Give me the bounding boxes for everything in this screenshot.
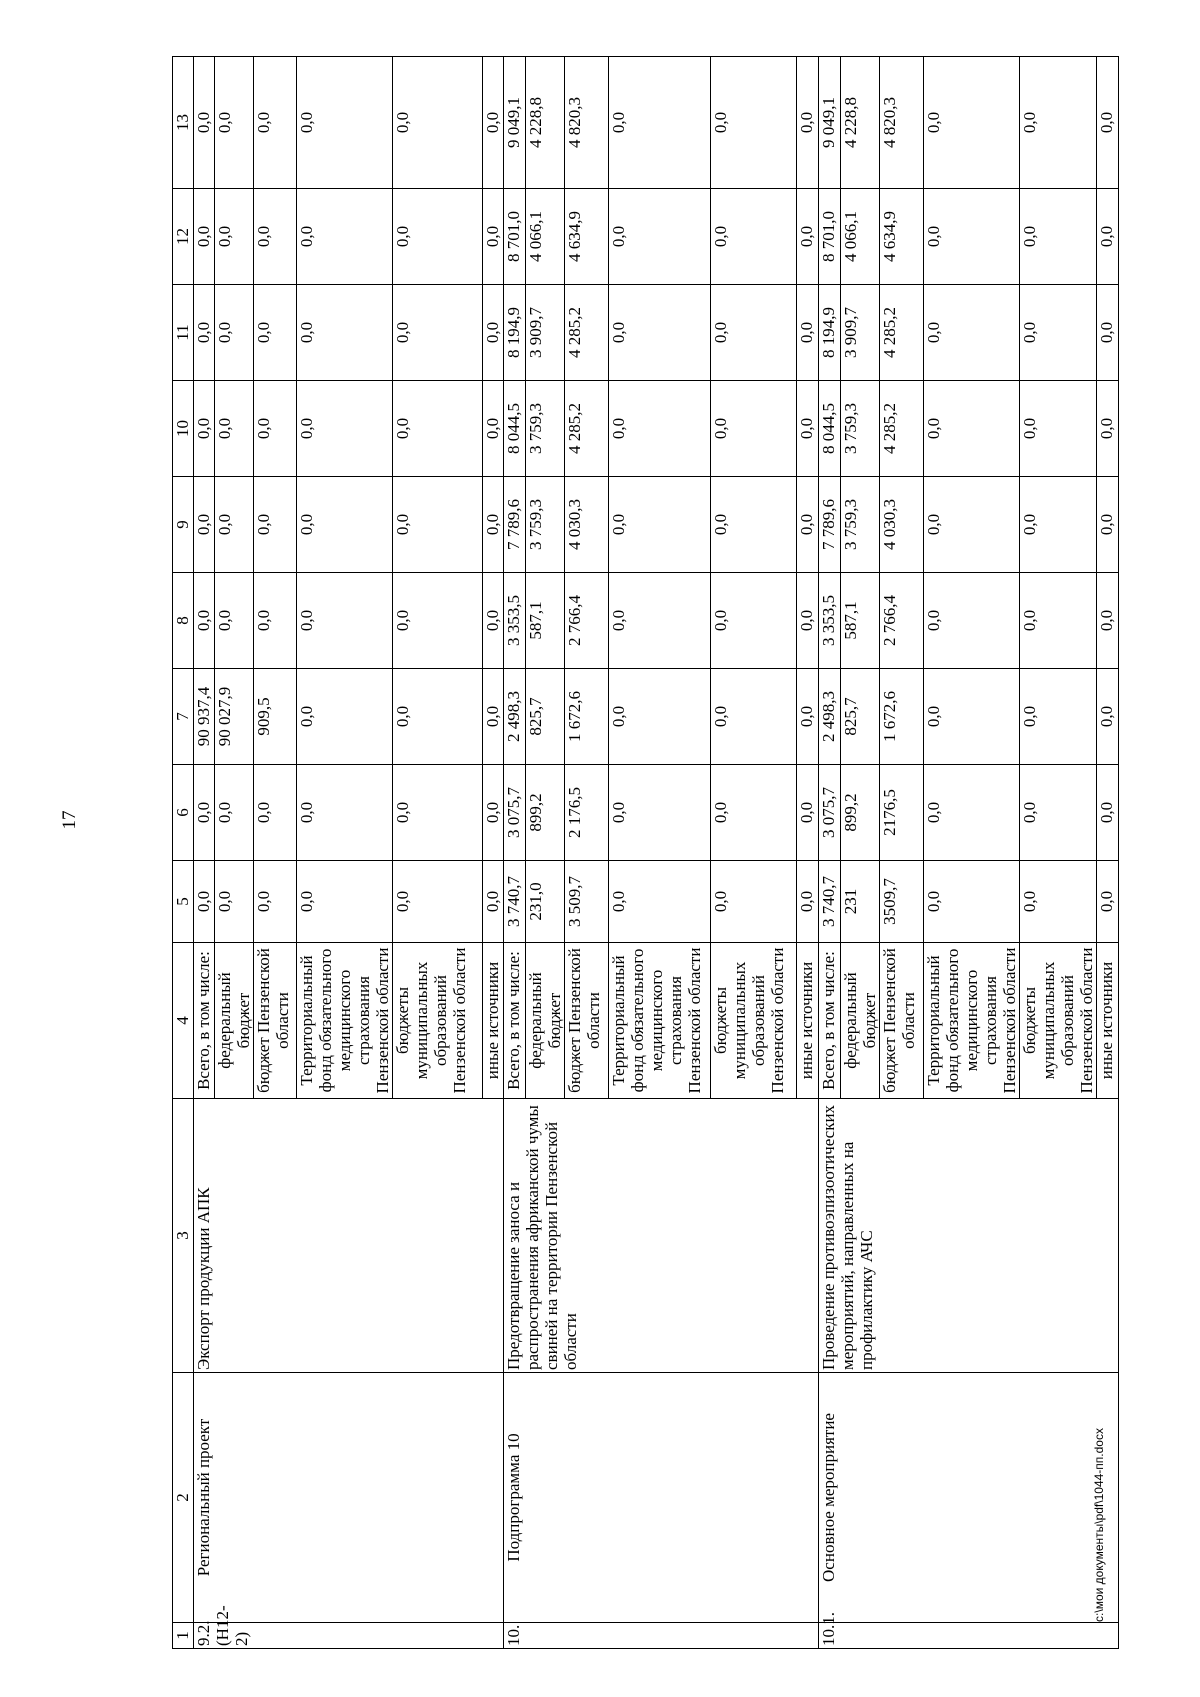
funding-value: 0,0 (483, 57, 504, 189)
funding-value: 8 194,9 (504, 285, 526, 381)
funding-value: 0,0 (1020, 669, 1097, 765)
funding-value: 0,0 (393, 669, 483, 765)
funding-value: 0,0 (1020, 57, 1097, 189)
funding-value: 8 701,0 (504, 189, 526, 285)
funding-value: 0,0 (711, 285, 797, 381)
funding-value: 9 049,1 (819, 57, 841, 189)
funding-value: 0,0 (711, 477, 797, 573)
funding-value: 0,0 (483, 477, 504, 573)
funding-value: 0,0 (711, 861, 797, 943)
activity-type: Основное мероприятие (819, 1373, 1119, 1623)
funding-value: 825,7 (526, 669, 565, 765)
funding-value: 3 759,3 (526, 477, 565, 573)
funding-value: 899,2 (526, 765, 565, 861)
funding-value: 0,0 (711, 669, 797, 765)
funding-value: 0,0 (393, 189, 483, 285)
funding-value: 0,0 (1097, 573, 1119, 669)
funding-value: 0,0 (393, 285, 483, 381)
row-number: 9.2. (Н12-2) (194, 1623, 504, 1649)
funding-source: бюджет Пензенской области (565, 943, 609, 1099)
funding-value: 0,0 (609, 477, 711, 573)
funding-source: Всего, в том числе: (504, 943, 526, 1099)
column-header: 2 (173, 1373, 194, 1623)
funding-value: 0,0 (254, 573, 297, 669)
funding-value: 0,0 (254, 189, 297, 285)
funding-value: 0,0 (215, 381, 254, 477)
column-header: 9 (173, 477, 194, 573)
funding-value: 0,0 (1097, 189, 1119, 285)
funding-source: федеральный бюджет (841, 943, 880, 1099)
funding-value: 4 228,8 (526, 57, 565, 189)
column-header: 7 (173, 669, 194, 765)
funding-value: 825,7 (841, 669, 880, 765)
funding-value: 0,0 (924, 477, 1020, 573)
funding-value: 587,1 (526, 573, 565, 669)
funding-value: 0,0 (215, 573, 254, 669)
funding-source: Всего, в том числе: (194, 943, 215, 1099)
funding-value: 0,0 (254, 381, 297, 477)
funding-value: 0,0 (924, 573, 1020, 669)
funding-value: 0,0 (483, 381, 504, 477)
funding-value: 0,0 (297, 285, 393, 381)
funding-value: 3 353,5 (819, 573, 841, 669)
funding-value: 0,0 (924, 381, 1020, 477)
funding-value: 231,0 (526, 861, 565, 943)
funding-value: 2176,5 (880, 765, 924, 861)
funding-value: 2 766,4 (880, 573, 924, 669)
funding-value: 3509,7 (880, 861, 924, 943)
funding-value: 2 176,5 (565, 765, 609, 861)
funding-value: 0,0 (393, 57, 483, 189)
funding-value: 3 075,7 (819, 765, 841, 861)
column-header: 11 (173, 285, 194, 381)
funding-value: 0,0 (711, 381, 797, 477)
funding-value: 0,0 (711, 57, 797, 189)
file-path-footer: c:\мои документы\pdf\1044-пп.docx (1092, 1428, 1106, 1622)
table-row (194, 57, 215, 1649)
funding-source: иные источники (797, 943, 819, 1099)
column-header: 12 (173, 189, 194, 285)
funding-value: 0,0 (797, 669, 819, 765)
funding-value: 3 759,3 (526, 381, 565, 477)
activity-name: Экспорт продукции АПК (194, 1099, 504, 1373)
funding-source: бюджет Пензенской области (880, 943, 924, 1099)
funding-value: 0,0 (924, 861, 1020, 943)
funding-source: федеральный бюджет (526, 943, 565, 1099)
funding-value: 0,0 (1097, 285, 1119, 381)
funding-value: 0,0 (797, 573, 819, 669)
funding-source: иные источники (1097, 943, 1119, 1099)
funding-value: 0,0 (297, 669, 393, 765)
funding-value: 0,0 (483, 861, 504, 943)
funding-value: 587,1 (841, 573, 880, 669)
funding-value: 0,0 (711, 573, 797, 669)
funding-value: 0,0 (797, 57, 819, 189)
funding-value: 0,0 (194, 573, 215, 669)
page-number: 17 (59, 810, 80, 830)
funding-value: 3 075,7 (504, 765, 526, 861)
row-number: 10. (504, 1623, 819, 1649)
funding-value: 0,0 (1097, 669, 1119, 765)
column-header: 6 (173, 765, 194, 861)
funding-value: 0,0 (297, 573, 393, 669)
funding-value: 0,0 (483, 573, 504, 669)
funding-value: 0,0 (393, 381, 483, 477)
funding-value: 0,0 (254, 57, 297, 189)
budget-table (172, 56, 1119, 1649)
funding-value: 4 030,3 (565, 477, 609, 573)
funding-source: Территориальный фонд обязательного медицинского страхования Пензенской области (609, 943, 711, 1099)
funding-source: Всего, в том числе: (819, 943, 841, 1099)
funding-value: 0,0 (483, 669, 504, 765)
funding-value: 0,0 (924, 57, 1020, 189)
funding-value: 1 672,6 (565, 669, 609, 765)
funding-value: 0,0 (924, 285, 1020, 381)
column-header: 5 (173, 861, 194, 943)
funding-value: 0,0 (254, 765, 297, 861)
funding-value: 0,0 (609, 285, 711, 381)
funding-value: 7 789,6 (504, 477, 526, 573)
funding-value: 0,0 (297, 861, 393, 943)
funding-value: 3 759,3 (841, 381, 880, 477)
funding-value: 0,0 (924, 765, 1020, 861)
funding-value: 3 909,7 (526, 285, 565, 381)
funding-value: 4 228,8 (841, 57, 880, 189)
funding-value: 3 509,7 (565, 861, 609, 943)
funding-value: 3 909,7 (841, 285, 880, 381)
funding-value: 0,0 (797, 381, 819, 477)
funding-value: 0,0 (609, 669, 711, 765)
funding-value: 0,0 (609, 189, 711, 285)
funding-source: бюджеты муниципальных образований Пензенской области (711, 943, 797, 1099)
funding-value: 0,0 (483, 765, 504, 861)
funding-value: 0,0 (194, 189, 215, 285)
funding-value: 0,0 (194, 57, 215, 189)
funding-value: 4 820,3 (565, 57, 609, 189)
funding-value: 0,0 (797, 477, 819, 573)
column-header: 1 (173, 1623, 194, 1649)
funding-value: 0,0 (609, 573, 711, 669)
funding-value: 8 044,5 (504, 381, 526, 477)
funding-value: 0,0 (215, 189, 254, 285)
funding-value: 0,0 (254, 861, 297, 943)
funding-value: 0,0 (215, 861, 254, 943)
funding-value: 2 498,3 (504, 669, 526, 765)
column-header: 10 (173, 381, 194, 477)
funding-value: 0,0 (797, 765, 819, 861)
funding-value: 2 766,4 (565, 573, 609, 669)
funding-value: 0,0 (297, 57, 393, 189)
funding-value: 0,0 (1097, 57, 1119, 189)
funding-value: 7 789,6 (819, 477, 841, 573)
funding-value: 0,0 (924, 669, 1020, 765)
funding-value: 0,0 (215, 285, 254, 381)
funding-value: 8 044,5 (819, 381, 841, 477)
funding-value: 0,0 (1097, 861, 1119, 943)
table-row (819, 57, 841, 1649)
funding-value: 3 740,7 (504, 861, 526, 943)
funding-value: 4 030,3 (880, 477, 924, 573)
activity-type: Региональный проект (194, 1373, 504, 1623)
funding-value: 0,0 (797, 285, 819, 381)
funding-value: 3 353,5 (504, 573, 526, 669)
funding-value: 0,0 (1020, 573, 1097, 669)
funding-value: 8 701,0 (819, 189, 841, 285)
funding-value: 0,0 (194, 285, 215, 381)
column-header: 8 (173, 573, 194, 669)
funding-value: 4 066,1 (841, 189, 880, 285)
funding-source: бюджет Пензенской области (254, 943, 297, 1099)
funding-value: 4 820,3 (880, 57, 924, 189)
funding-value: 0,0 (1097, 477, 1119, 573)
funding-value: 0,0 (297, 765, 393, 861)
funding-value: 0,0 (609, 861, 711, 943)
column-header: 13 (173, 57, 194, 189)
funding-value: 4 285,2 (565, 381, 609, 477)
activity-name: Предотвращение заноса и распространения африканской чумы свиней на территории Пензенской области (504, 1099, 819, 1373)
funding-value: 0,0 (609, 381, 711, 477)
funding-value: 0,0 (924, 189, 1020, 285)
table-row (504, 57, 526, 1649)
funding-value: 2 498,3 (819, 669, 841, 765)
funding-source: Территориальный фонд обязательного медицинского страхования Пензенской области (297, 943, 393, 1099)
funding-value: 0,0 (1020, 765, 1097, 861)
funding-value: 0,0 (254, 477, 297, 573)
funding-value: 0,0 (393, 861, 483, 943)
activity-type: Подпрограмма 10 (504, 1373, 819, 1623)
funding-value: 0,0 (254, 285, 297, 381)
funding-value: 0,0 (393, 477, 483, 573)
column-header-row (173, 57, 194, 1649)
funding-value: 4 285,2 (565, 285, 609, 381)
funding-value: 0,0 (1097, 765, 1119, 861)
funding-value: 1 672,6 (880, 669, 924, 765)
funding-value: 0,0 (483, 285, 504, 381)
funding-value: 0,0 (393, 765, 483, 861)
funding-value: 9 049,1 (504, 57, 526, 189)
funding-value: 0,0 (215, 765, 254, 861)
funding-value: 0,0 (797, 189, 819, 285)
funding-value: 4 634,9 (565, 189, 609, 285)
funding-value: 0,0 (483, 189, 504, 285)
funding-value: 0,0 (194, 861, 215, 943)
funding-value: 0,0 (297, 189, 393, 285)
funding-value: 0,0 (1020, 285, 1097, 381)
funding-value: 899,2 (841, 765, 880, 861)
funding-source: бюджеты муниципальных образований Пензенской области (1020, 943, 1097, 1099)
funding-value: 90 027,9 (215, 669, 254, 765)
funding-value: 0,0 (194, 477, 215, 573)
funding-value: 0,0 (609, 57, 711, 189)
funding-value: 0,0 (711, 765, 797, 861)
funding-value: 0,0 (297, 477, 393, 573)
funding-value: 3 740,7 (819, 861, 841, 943)
funding-value: 4 066,1 (526, 189, 565, 285)
funding-value: 0,0 (215, 57, 254, 189)
funding-value: 0,0 (194, 765, 215, 861)
funding-value: 0,0 (711, 189, 797, 285)
funding-value: 0,0 (1020, 477, 1097, 573)
funding-value: 0,0 (797, 861, 819, 943)
funding-value: 0,0 (297, 381, 393, 477)
column-header: 3 (173, 1099, 194, 1373)
funding-value: 0,0 (215, 477, 254, 573)
column-header: 4 (173, 943, 194, 1099)
funding-value: 0,0 (1020, 861, 1097, 943)
funding-value: 4 285,2 (880, 285, 924, 381)
funding-value: 8 194,9 (819, 285, 841, 381)
funding-value: 0,0 (1020, 381, 1097, 477)
funding-value: 231 (841, 861, 880, 943)
funding-value: 90 937,4 (194, 669, 215, 765)
funding-value: 0,0 (1097, 381, 1119, 477)
activity-name: Проведение противоэпизоотических мероприятий, направленных на профилактику АЧС (819, 1099, 1119, 1373)
funding-source: иные источники (483, 943, 504, 1099)
funding-value: 3 759,3 (841, 477, 880, 573)
funding-value: 4 285,2 (880, 381, 924, 477)
row-number: 10.1. (819, 1623, 1119, 1649)
funding-value: 0,0 (393, 573, 483, 669)
funding-source: Территориальный фонд обязательного медицинского страхования Пензенской области (924, 943, 1020, 1099)
funding-source: бюджеты муниципальных образований Пензенской области (393, 943, 483, 1099)
funding-value: 4 634,9 (880, 189, 924, 285)
funding-source: федеральный бюджет (215, 943, 254, 1099)
funding-value: 0,0 (609, 765, 711, 861)
funding-value: 909,5 (254, 669, 297, 765)
funding-value: 0,0 (194, 381, 215, 477)
funding-value: 0,0 (1020, 189, 1097, 285)
